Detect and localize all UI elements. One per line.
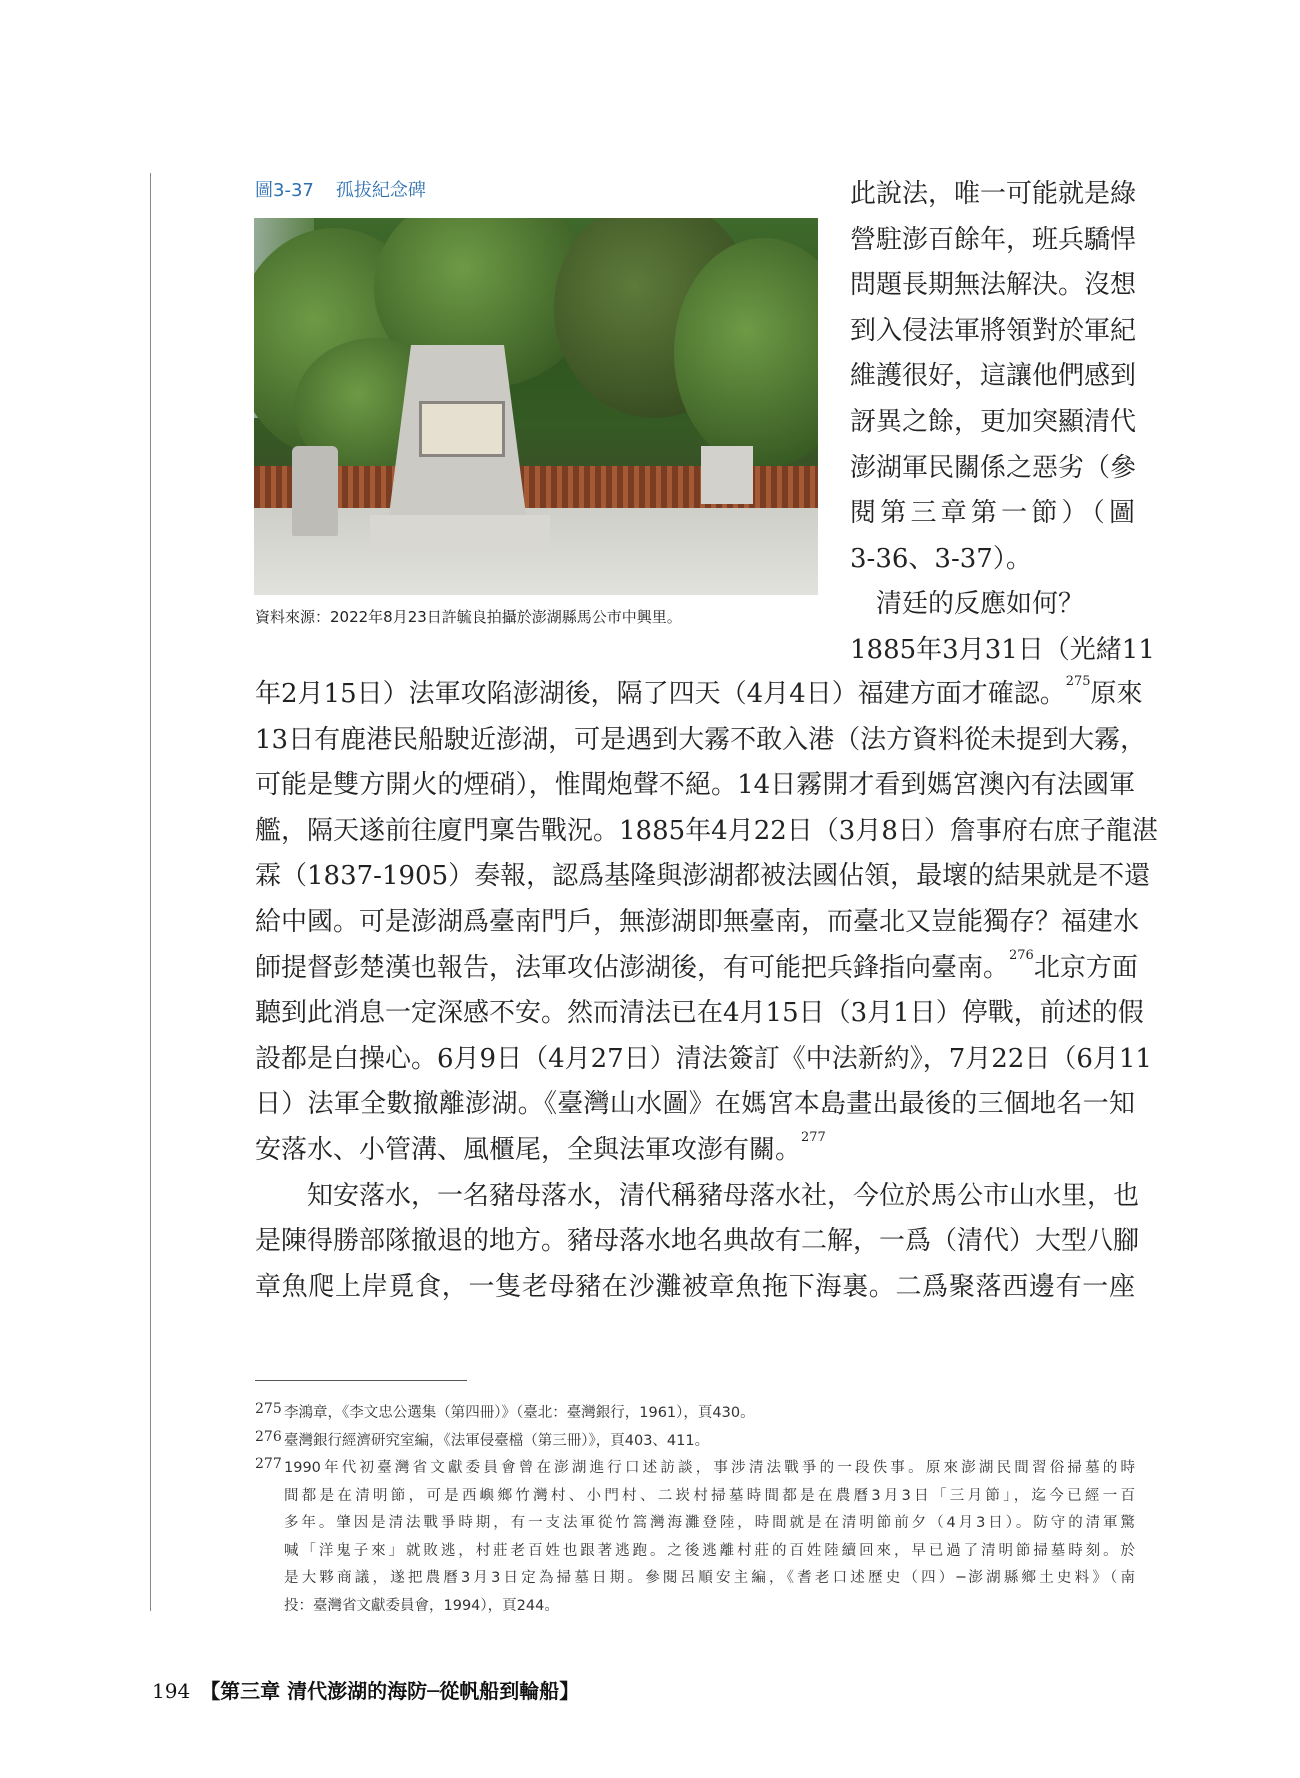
- text-line: 1885年3月31日（光緒11: [850, 634, 1155, 665]
- text-line: [255, 1265, 1135, 1311]
- text-line: 澎湖軍民關係之惡劣（參: [850, 452, 1137, 483]
- text-segment: 13日有鹿港民船駛近澎湖，可是遇到大霧不敢入港（法方資料從未提到大霧，: [255, 724, 1147, 755]
- text-segment: 師提督彭楚漢也報告，法軍攻佔澎湖後，有可能把兵鋒指向臺南。: [255, 952, 1010, 983]
- running-title: 【第三章 清代澎湖的海防─從帆船到輪船】: [200, 1679, 580, 1703]
- text-line: [255, 991, 1144, 1037]
- footnote-divider: [255, 1380, 467, 1381]
- text-segment: 艦，隔天遂前往廈門稟告戰況。1885年4月22日（3月8日）詹事府右庶子龍湛: [255, 815, 1158, 846]
- footnote: [255, 1428, 1135, 1456]
- text-segment: 安落水、小管溝、風櫃尾，全與法軍攻澎有關。: [255, 1134, 802, 1165]
- text-segment: 年2月15日）法軍攻陷澎湖後，隔了四天（4月4日）福建方面才確認。: [255, 679, 1066, 709]
- figure-caption: [255, 176, 426, 202]
- footnotes: [255, 1400, 1135, 1620]
- figure-number: 圖3-37: [255, 180, 314, 201]
- page-footer: [152, 1675, 579, 1704]
- text-segment: 聽到此消息一定深感不安。然而清法已在4月15日（3月1日）停戰，前述的假: [255, 998, 1144, 1029]
- footnote-line: 是大夥商議，遂把農曆3月3日定為掃墓日期。參閱呂順安主編，《耆老口述歷史（四）─澎湖縣鄉土史料》（南: [284, 1570, 1135, 1586]
- text-line: 清廷的反應如何？: [876, 589, 1085, 620]
- text-segment: 設都是白操心。6月9日（4月27日）清法簽訂《中法新約》，7月22日（6月11: [255, 1043, 1152, 1074]
- text-line: [255, 672, 1143, 718]
- text-segment: 可能是雙方開火的煙硝），惟聞炮聲不絕。14日霧開才看到媽宮澳內有法國軍: [255, 770, 1135, 801]
- footnote-number: 277: [255, 1456, 282, 1472]
- text-line: [255, 1037, 1152, 1083]
- text-line: [255, 1174, 1140, 1220]
- page-number: 194: [152, 1679, 191, 1703]
- footnote-line: 多年。肇因是清法戰爭時期，有一支法軍從竹篙灣海灘登陸，時間就是在清明節前夕（4月3日）。防守的清軍驚: [284, 1515, 1135, 1531]
- text-line: [255, 1219, 1140, 1265]
- text-segment: 北京方面: [1033, 952, 1138, 983]
- figure-source: 資料來源：2022年8月23日許毓良拍攝於澎湖縣馬公市中興里。: [255, 608, 682, 626]
- footnote-line: 喊「洋鬼子來」就敗逃，村莊老百姓也跟著逃跑。之後逃離村莊的百姓陸續回來，早已過了清明節掃墓時刻。於: [284, 1542, 1135, 1559]
- figure-photo-memorial: [254, 218, 818, 595]
- footnote-line: 投：臺灣省文獻委員會，1994），頁244。: [284, 1597, 559, 1614]
- text-line: 3-36、3-37）。: [850, 543, 1032, 574]
- text-line: 閱第三章第一節）（圖: [850, 498, 1135, 529]
- text-segment: 日）法軍全數撤離澎湖。《臺灣山水圖》在媽宮本島畫出最後的三個地名一知: [255, 1089, 1135, 1120]
- text-segment: 是陳得勝部隊撤退的地方。豬母落水地名典故有二解，一爲（清代）大型八腳: [255, 1226, 1140, 1257]
- text-segment: 知安落水，一名豬母落水，清代稱豬母落水社，今位於馬公市山水里，也: [307, 1180, 1140, 1211]
- text-line: 維護很好，這讓他們感到: [850, 361, 1137, 392]
- footnote-line: 臺灣銀行經濟研究室編，《法軍侵臺檔（第三冊）》，頁403、411。: [284, 1432, 710, 1449]
- footnote-ref[interactable]: 275: [1065, 674, 1091, 689]
- footnote-ref[interactable]: 277: [801, 1129, 826, 1145]
- text-line: [255, 900, 1140, 946]
- footnote-line: 1990年代初臺灣省文獻委員會曾在澎湖進行口述訪談，事涉清法戰爭的一段佚事。原來澎湖民間習俗掃墓的時: [284, 1460, 1135, 1476]
- text-line: 問題長期無法解決。沒想: [850, 270, 1137, 301]
- body-text: [255, 672, 1158, 1310]
- text-line: [255, 854, 1151, 900]
- text-segment: 給中國。可是澎湖爲臺南門戶，無澎湖即無臺南，而臺北又豈能獨存？福建水: [255, 906, 1140, 937]
- footnote: [255, 1400, 1135, 1428]
- text-line: [255, 763, 1135, 809]
- text-line: [255, 1128, 1135, 1174]
- text-line: [255, 946, 1138, 992]
- footnote-line: 間都是在清明節，可是西嶼鄉竹灣村、小門村、二崁村掃墓時間都是在農曆3月3日「三月節」，迄今已經一百: [284, 1487, 1135, 1504]
- text-segment: 章魚爬上岸覓食，一隻老母豬在沙灘被章魚拖下海裏。二爲聚落西邊有一座: [255, 1271, 1135, 1302]
- footnote-line: 李鴻章，《李文忠公選集（第四冊）》（臺北：臺灣銀行，1961），頁430。: [284, 1405, 755, 1421]
- text-line: [255, 809, 1158, 855]
- right-column-text: [850, 172, 1155, 674]
- text-line: 到入侵法軍將領對於軍紀: [850, 315, 1137, 346]
- margin-rule: [150, 173, 151, 1611]
- footnote-number: 276: [255, 1428, 282, 1445]
- footnote: [255, 1455, 1135, 1620]
- text-segment: 原來: [1090, 679, 1143, 709]
- footnote-ref[interactable]: 276: [1009, 947, 1034, 963]
- footnote-number: 275: [255, 1401, 282, 1417]
- text-line: 訝異之餘，更加突顯清代: [850, 406, 1137, 437]
- figure-title: 孤拔紀念碑: [335, 180, 426, 201]
- text-line: [255, 1082, 1135, 1128]
- text-line: 營駐澎百餘年，班兵驕悍: [850, 224, 1137, 255]
- text-line: 此說法，唯一可能就是綠: [850, 179, 1137, 209]
- text-line: [255, 718, 1147, 764]
- text-segment: 霖（1837-1905）奏報，認爲基隆與澎湖都被法國佔領，最壞的結果就是不還: [255, 861, 1151, 892]
